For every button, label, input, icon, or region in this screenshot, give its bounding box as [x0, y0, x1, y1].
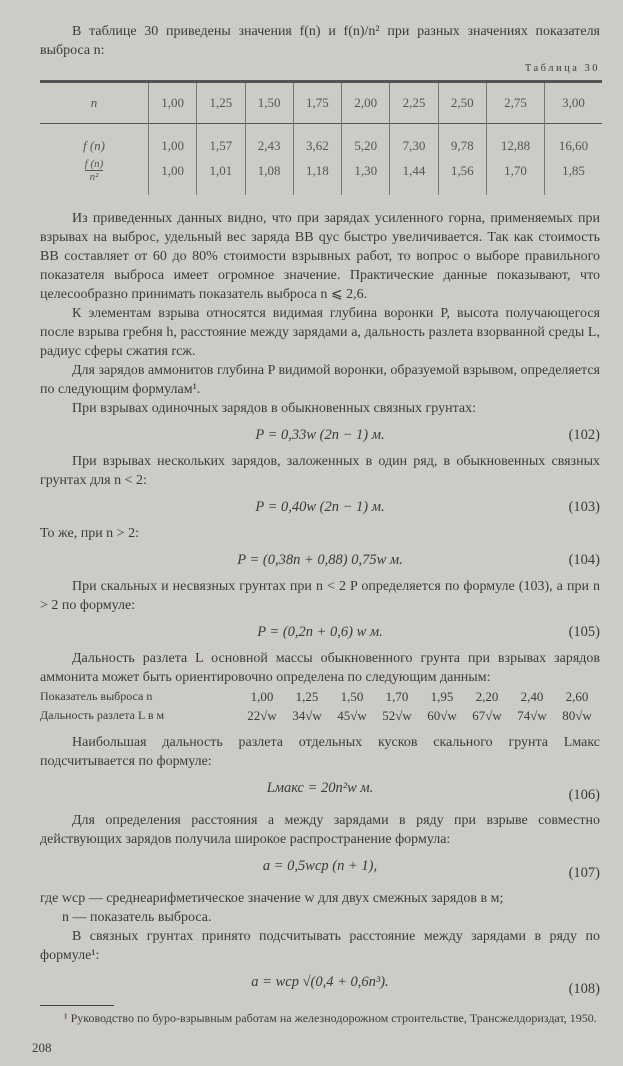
equation-number: (104): [568, 552, 600, 568]
table-header-cell: 1,50: [245, 82, 293, 124]
fraction: [85, 158, 104, 183]
paragraph: Для определения расстояния a между зарядами в ряду при взрыве совместно действующих зарядов получила широкое распространение формула:: [40, 813, 600, 847]
equation-108: [40, 971, 600, 999]
formula: Lмакс = 20n²w м.: [266, 780, 374, 796]
table-cell: 12,88: [486, 124, 544, 159]
table-cell: 16,60: [545, 124, 602, 159]
table-caption: Таблица 30: [524, 63, 600, 74]
formula: P = (0,2n + 0,6) w м.: [257, 624, 383, 640]
paragraph: При скальных и несвязных грунтах при n < 2 P определяется по формуле (103), а при n > 2 по формуле:: [40, 579, 600, 613]
table-cell: 1,00: [149, 124, 197, 159]
equation-107: [40, 855, 600, 883]
table-header-cell: 3,00: [545, 82, 602, 124]
value-cell: 1,50: [340, 689, 364, 704]
table-header-cell: 1,25: [197, 82, 245, 124]
equation-103: [40, 496, 600, 518]
scatter-row-n: [40, 687, 600, 706]
equation-number: (105): [568, 624, 600, 640]
paragraph: То же, при n > 2:: [40, 526, 139, 541]
paragraph: При взрывах нескольких зарядов, заложенных в один ряд, в обыкновенных связных грунтах для n < 2:: [40, 454, 600, 488]
table-header-cell: 1,00: [149, 82, 197, 124]
table-cell: 1,70: [486, 158, 544, 195]
table-row-f-n-over-n2: [40, 158, 602, 195]
value-cell: 60√w: [427, 708, 457, 723]
formula: P = (0,38n + 0,88) 0,75w м.: [237, 552, 403, 568]
formula: P = 0,40w (2n − 1) м.: [255, 499, 385, 515]
table-cell: 3,62: [293, 124, 341, 159]
value-cell: 1,00: [250, 689, 274, 704]
table-cell: 1,56: [438, 158, 486, 195]
table-cell: 7,30: [390, 124, 438, 159]
paragraph: где wср — среднеарифметическое значение w для двух смежных зарядов в м;: [40, 891, 504, 906]
value-cell: 45√w: [337, 708, 367, 723]
table-header-cell: 2,75: [486, 82, 544, 124]
table-30: [40, 80, 602, 195]
intro-paragraph: В таблице 30 приведены значения f(n) и f(n)/n² при разных значениях показателя выброса n:: [40, 24, 600, 58]
table-cell: 1,00: [149, 158, 197, 195]
value-cell: 2,60: [565, 689, 589, 704]
table-header-cell: 2,25: [390, 82, 438, 124]
paragraph: Дальность разлета L основной массы обыкновенного грунта при взрывах зарядов аммонита может быть ориентировочно определена по следующим данным:: [40, 651, 600, 685]
paragraph: К элементам взрыва относятся видимая глубина воронки P, высота получающегося после взрыва гребня h, расстояние между зарядами a, дальность разлета взорванной среды L, радиус сферы сжатия rсж.: [40, 306, 600, 359]
table-cell: 1,01: [197, 158, 245, 195]
row-label: Показатель выброса n: [40, 689, 153, 703]
paragraph: В связных грунтах принято подсчитывать расстояние между зарядами в ряду по формуле¹:: [40, 929, 600, 963]
table-cell: 2,43: [245, 124, 293, 159]
page-number: 208: [32, 1040, 52, 1055]
equation-102: [40, 424, 600, 446]
value-cell: 1,95: [430, 689, 454, 704]
row-label-f-n: f (n): [82, 138, 106, 153]
equation-number: (103): [568, 499, 600, 515]
equation-number: (102): [568, 427, 600, 443]
table-cell: 5,20: [342, 124, 390, 159]
table-header-n: n: [90, 95, 98, 110]
value-cell: 22√w: [247, 708, 277, 723]
scatter-row-L: [40, 706, 600, 725]
value-cell: 2,40: [520, 689, 544, 704]
formula: a = 0,5wср (n + 1),: [262, 858, 378, 874]
paragraph: При взрывах одиночных зарядов в обыкновенных связных грунтах:: [72, 401, 477, 416]
value-cell: 1,25: [295, 689, 319, 704]
table-cell: 1,85: [545, 158, 602, 195]
equation-104: [40, 549, 600, 571]
equation-105: [40, 621, 600, 643]
fraction-numerator: f (n): [84, 158, 104, 170]
table-header-cell: 2,50: [438, 82, 486, 124]
formula: P = 0,33w (2n − 1) м.: [255, 427, 385, 443]
paragraph: Из приведенных данных видно, что при зарядах усиленного горна, применяемых при взрывах на выброс, удельный вес заряда ВВ qус быстро увеличивается. Так как стоимость ВВ составляет от 60 до 80% стоимости взрывных работ, то вопрос о выборе правильного показателя выброса имеет огромное значение. Практические данные показывают, что целесообразно принимать показатель выброса n ⩽ 2,6.: [40, 211, 600, 302]
value-cell: 52√w: [382, 708, 412, 723]
equation-number: (107): [568, 865, 600, 881]
equation-number: (106): [568, 787, 600, 803]
equation-number: (108): [568, 981, 600, 997]
row-label-f-n-over-n2: [40, 158, 149, 195]
value-cell: 74√w: [517, 708, 547, 723]
equation-106: [40, 777, 600, 805]
value-cell: 34√w: [292, 708, 322, 723]
table-header-row: [40, 82, 602, 124]
value-cell: 1,70: [385, 689, 409, 704]
table-cell: 1,57: [197, 124, 245, 159]
paragraph: Наибольшая дальность разлета отдельных кусков скального грунта Lмакс подсчитывается по формуле:: [40, 735, 600, 769]
table-cell: 1,30: [342, 158, 390, 195]
value-cell: 80√w: [562, 708, 592, 723]
paragraph: n — показатель выброса.: [62, 910, 212, 925]
value-cell: 2,20: [475, 689, 499, 704]
table-cell: 1,44: [390, 158, 438, 195]
table-header-cell: 1,75: [293, 82, 341, 124]
table-cell: 1,08: [245, 158, 293, 195]
row-label: Дальность разлета L в м: [40, 708, 165, 722]
table-cell: 1,18: [293, 158, 341, 195]
footnote: ¹ Руководство по буро-взрывным работам на железнодорожном строительстве, Трансжелдориздат, 1950.: [64, 1011, 597, 1025]
formula: a = wср √(0,4 + 0,6n³).: [251, 974, 389, 990]
fraction-denominator: n²: [89, 171, 99, 183]
table-header-cell: 2,00: [342, 82, 390, 124]
table-row-f-n: [40, 124, 602, 159]
paragraph: Для зарядов аммонитов глубина P видимой воронки, образуемой взрывом, определяется по следующим формулам¹.: [40, 363, 600, 397]
footnote-divider: [40, 1005, 114, 1006]
table-cell: 9,78: [438, 124, 486, 159]
value-cell: 67√w: [472, 708, 502, 723]
